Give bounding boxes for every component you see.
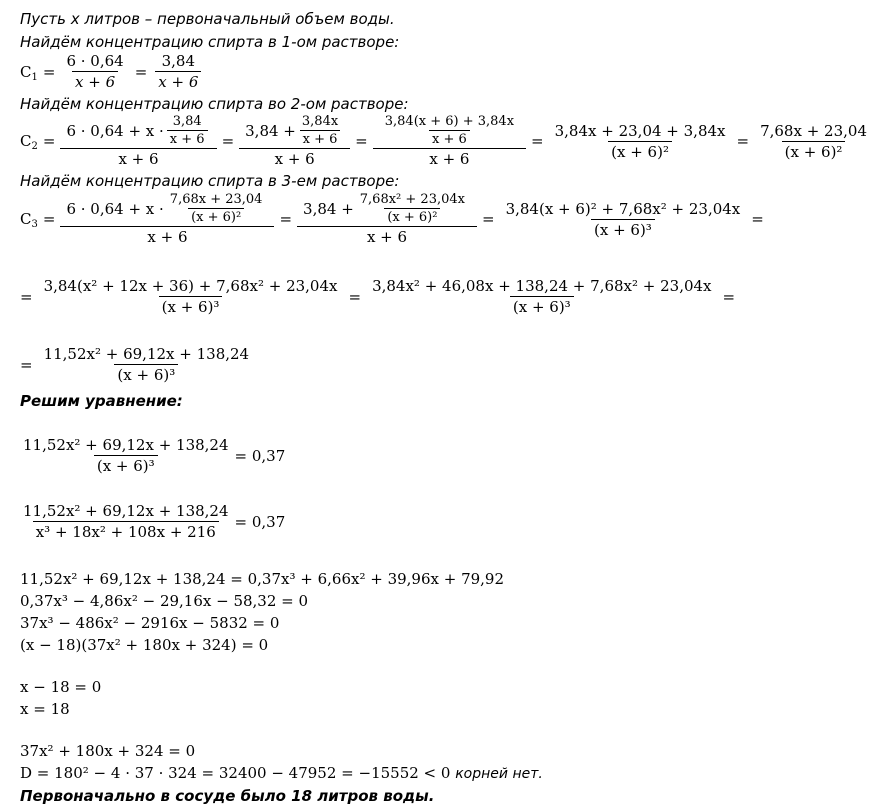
c3-fraction-3: $\frac{\text{3,84(x + 6)² + 7,68x² + 23,04x}}{\text{(x + 6)³}}$ [505,199,741,239]
c2-fraction-2: 3,84 + $\frac{3,84x}{x + 6}$ x + 6 [242,114,347,168]
no-roots-note: корней нет. [455,766,543,782]
c3-formula-row2: = $\frac{\text{3,84(x² + 12x + 36) + 7,68x² + 23,04x}}{\text{(x + 6)³}}$ = $\frac{\text{3,84x² + 46,08x + 138,24 + 7,68x² + 23,04x}}{\text{(x + 6)³}}$ = [20,277,736,316]
solve-line-3: 37x³ − 486x² − 2916x − 5832 = 0 [20,614,280,632]
heading-c2: Найдём концентрацию спирта во 2-ом растворе: [20,95,409,113]
solve-line-1: 11,52x² + 69,12x + 138,24 = 0,37x³ + 6,66x² + 39,96x + 79,92 [20,570,505,588]
solve-line-5: x − 18 = 0 [20,678,102,696]
c2-fraction-1: 6 · 0,64 + x · $\frac{3,84}{x + 6}$ x + 6 [63,114,213,168]
c2-label: $C_2$ [20,132,38,152]
c3-formula-row3: = $\frac{\text{11,52x² + 69,12x + 138,24}}{\text{(x + 6)³}}$ [20,345,255,384]
c3-label: $C_3$ [20,210,38,230]
heading-c1: Найдём концентрацию спирта в 1-ом растворе: [20,33,400,51]
c3-fraction-1: 6 · 0,64 + x · $\frac{7,68x + 23,04}{\text{(x + 6)²}}$ x + 6 [63,192,271,246]
c1-label: $C_1$ [20,62,38,83]
c1-fraction-2: $\frac{3,84}{x + 6}$ [155,52,201,91]
c1-formula: $C_1$ = $\frac{6 \cdot 0,64}{x + 6}$ = $\frac{3,84}{x + 6}$ [20,52,204,91]
solve-line-8: D = 180² − 4 · 37 · 324 = 32400 − 47952 = −15552 < 0 корней нет. [20,764,543,782]
c3-row2-fraction-1: $\frac{\text{3,84(x² + 12x + 36) + 7,68x² + 23,04x}}{\text{(x + 6)³}}$ [43,277,338,316]
heading-c3: Найдём концентрацию спирта в 3-ем растворе: [20,172,400,190]
intro-line: Пусть x литров – первоначальный объем воды. [20,10,395,28]
c3-formula-row1: $C_3$ = 6 · 0,64 + x · $\frac{7,68x + 23,04}{\text{(x + 6)²}}$ x + 6 = 3,84 + $\frac{\text{7,68x² + 23,04x}}{\text{(x + 6)²}}$ x + 6 = $\frac{\text{3,84(x + 6)² + 7,68x² + 23,04x}}{\text{(x + 6)³}}$ = [20,192,764,246]
solve-line-2: 0,37x³ − 4,86x² − 29,16x − 58,32 = 0 [20,592,309,610]
c2-fraction-5: $\frac{7,68x + 23,04}{\text{(x + 6)²}}$ [760,121,867,161]
solve-line-6: x = 18 [20,700,70,718]
answer: Первоначально в сосуде было 18 литров воды. [20,787,435,805]
solve-line-7: 37x² + 180x + 324 = 0 [20,742,196,760]
equation-2: $\frac{\text{11,52x² + 69,12x + 138,24}}{\text{x³ + 18x² + 108x + 216}}$ = 0,37 [23,502,286,541]
c1-fraction-1: $\frac{6 \cdot 0,64}{x + 6}$ [66,52,124,91]
c2-formula: $C_2$ = 6 · 0,64 + x · $\frac{3,84}{x + 6}$ x + 6 = 3,84 + $\frac{3,84x}{x + 6}$ x + 6 = $\frac{\frac{3,84(x + 6) + 3,84x}{x + 6}}{x + 6}$ = $\frac{3,84x + 23,04 + 3,84x}{\text{(x + 6)²}}$ = $\frac{7,68x + 23,04}{\text{(x + 6)²}}$ [20,114,873,168]
c3-fraction-2: 3,84 + $\frac{\text{7,68x² + 23,04x}}{\text{(x + 6)²}}$ x + 6 [300,192,474,246]
solve-line-4: (x − 18)(37x² + 180x + 324) = 0 [20,636,269,654]
c2-fraction-3: $\frac{\frac{3,84(x + 6) + 3,84x}{x + 6}}{x + 6}$ [376,114,523,168]
equation-1: $\frac{\text{11,52x² + 69,12x + 138,24}}{\text{(x + 6)³}}$ = 0,37 [23,436,286,475]
c3-row2-fraction-2: $\frac{\text{3,84x² + 46,08x + 138,24 + 7,68x² + 23,04x}}{\text{(x + 6)³}}$ [372,277,712,316]
c3-row3-fraction: $\frac{\text{11,52x² + 69,12x + 138,24}}{\text{(x + 6)³}}$ [43,345,250,384]
solve-heading: Решим уравнение: [20,392,183,410]
c2-fraction-4: $\frac{3,84x + 23,04 + 3,84x}{\text{(x + 6)²}}$ [554,121,726,161]
